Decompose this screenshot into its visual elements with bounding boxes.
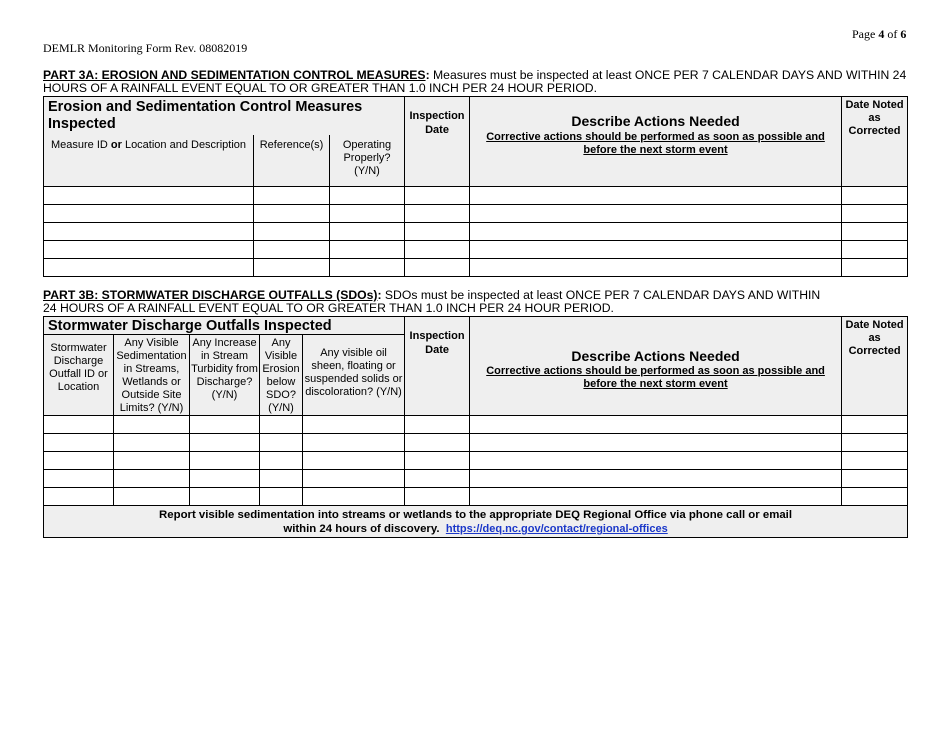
erosion-cell-operating[interactable] — [330, 205, 405, 223]
outfalls-cell-erosion[interactable] — [260, 452, 303, 470]
erosion-cell-date-corrected[interactable] — [842, 205, 908, 223]
outfalls-cell-inspection-date[interactable] — [405, 470, 470, 488]
erosion-table-row — [44, 241, 908, 259]
outfalls-table-row — [44, 470, 908, 488]
report-sedimentation-notice — [44, 506, 908, 538]
outfalls-cell-sedimentation[interactable] — [114, 416, 190, 434]
outfalls-col-sdo-id: Stormwater Discharge Outfall ID or Location — [44, 335, 114, 416]
erosion-cell-inspection-date[interactable] — [405, 259, 470, 277]
erosion-table-row — [44, 205, 908, 223]
outfalls-describe-subtitle: Corrective actions should be performed as soon as possible and before the next storm event — [486, 365, 825, 390]
erosion-cell-references[interactable] — [254, 223, 330, 241]
erosion-cell-describe[interactable] — [470, 241, 842, 259]
erosion-table-row — [44, 187, 908, 205]
outfalls-cell-sdo-id[interactable] — [44, 488, 114, 506]
outfalls-cell-date-corrected[interactable] — [842, 452, 908, 470]
erosion-table-row — [44, 223, 908, 241]
outfalls-cell-date-corrected[interactable] — [842, 416, 908, 434]
erosion-cell-describe[interactable] — [470, 187, 842, 205]
erosion-col-references: Reference(s) — [254, 135, 330, 187]
outfalls-table-title: Stormwater Discharge Outfalls Inspected — [44, 317, 405, 335]
outfalls-cell-turbidity[interactable] — [190, 488, 260, 506]
erosion-col-measure-id: Measure ID or Location and Description — [44, 135, 254, 187]
outfalls-cell-inspection-date[interactable] — [405, 488, 470, 506]
outfalls-cell-date-corrected[interactable] — [842, 470, 908, 488]
outfalls-cell-date-corrected[interactable] — [842, 488, 908, 506]
outfalls-cell-erosion[interactable] — [260, 470, 303, 488]
erosion-cell-measure-id[interactable] — [44, 241, 254, 259]
erosion-cell-inspection-date[interactable] — [405, 241, 470, 259]
outfalls-cell-erosion[interactable] — [260, 416, 303, 434]
erosion-cell-operating[interactable] — [330, 187, 405, 205]
outfalls-cell-erosion[interactable] — [260, 488, 303, 506]
outfalls-cell-oil-sheen[interactable] — [303, 470, 405, 488]
outfalls-cell-turbidity[interactable] — [190, 452, 260, 470]
erosion-col-date-corrected: Date Noted as Corrected — [842, 97, 908, 187]
outfalls-cell-describe[interactable] — [470, 470, 842, 488]
outfalls-cell-sdo-id[interactable] — [44, 434, 114, 452]
outfalls-cell-inspection-date[interactable] — [405, 434, 470, 452]
erosion-cell-references[interactable] — [254, 187, 330, 205]
outfalls-col-date-corrected: Date Noted as Corrected — [842, 317, 908, 416]
outfalls-table-row — [44, 434, 908, 452]
outfalls-cell-oil-sheen[interactable] — [303, 488, 405, 506]
regional-offices-link[interactable]: https://deq.nc.gov/contact/regional-offices — [445, 523, 668, 535]
outfalls-cell-sedimentation[interactable] — [114, 434, 190, 452]
outfalls-describe-title: Describe Actions Needed — [571, 348, 740, 364]
erosion-cell-measure-id[interactable] — [44, 187, 254, 205]
outfalls-col-erosion: Any Visible Erosion below SDO? (Y/N) — [260, 335, 303, 416]
erosion-cell-operating[interactable] — [330, 241, 405, 259]
outfalls-cell-oil-sheen[interactable] — [303, 434, 405, 452]
erosion-table-row — [44, 259, 908, 277]
outfalls-col-sedimentation: Any Visible Sedimentation in Streams, Wetlands or Outside Site Limits? (Y/N) — [114, 335, 190, 416]
erosion-cell-date-corrected[interactable] — [842, 223, 908, 241]
erosion-cell-date-corrected[interactable] — [842, 259, 908, 277]
erosion-measures-table — [43, 96, 908, 277]
outfalls-cell-erosion[interactable] — [260, 434, 303, 452]
erosion-cell-references[interactable] — [254, 205, 330, 223]
erosion-cell-date-corrected[interactable] — [842, 241, 908, 259]
outfalls-cell-turbidity[interactable] — [190, 434, 260, 452]
outfalls-cell-describe[interactable] — [470, 488, 842, 506]
erosion-cell-describe[interactable] — [470, 205, 842, 223]
page-number: Page 4 of 6 — [852, 27, 907, 41]
erosion-cell-measure-id[interactable] — [44, 259, 254, 277]
erosion-col-describe — [470, 97, 842, 187]
outfalls-cell-sedimentation[interactable] — [114, 488, 190, 506]
erosion-cell-describe[interactable] — [470, 223, 842, 241]
erosion-cell-date-corrected[interactable] — [842, 187, 908, 205]
outfalls-table-row — [44, 488, 908, 506]
report-notice-line2: within 24 hours of discovery. https://deq.nc.gov/contact/regional-offices — [283, 523, 668, 535]
erosion-cell-operating[interactable] — [330, 223, 405, 241]
outfalls-cell-describe[interactable] — [470, 434, 842, 452]
outfalls-cell-describe[interactable] — [470, 452, 842, 470]
erosion-cell-inspection-date[interactable] — [405, 187, 470, 205]
report-notice-line1: Report visible sedimentation into streams or wetlands to the appropriate DEQ Regional Office via phone call or email — [159, 509, 792, 521]
outfalls-cell-inspection-date[interactable] — [405, 452, 470, 470]
outfalls-col-oil-sheen: Any visible oil sheen, floating or suspended solids or discoloration? (Y/N) — [303, 335, 405, 416]
erosion-cell-measure-id[interactable] — [44, 205, 254, 223]
stormwater-outfalls-table — [43, 316, 908, 538]
outfalls-cell-turbidity[interactable] — [190, 416, 260, 434]
erosion-cell-inspection-date[interactable] — [405, 205, 470, 223]
outfalls-cell-oil-sheen[interactable] — [303, 452, 405, 470]
outfalls-cell-describe[interactable] — [470, 416, 842, 434]
outfalls-cell-oil-sheen[interactable] — [303, 416, 405, 434]
outfalls-cell-sedimentation[interactable] — [114, 452, 190, 470]
erosion-describe-title: Describe Actions Needed — [571, 113, 740, 129]
erosion-describe-subtitle: Corrective actions should be performed as soon as possible and before the next storm event — [486, 131, 825, 156]
erosion-cell-describe[interactable] — [470, 259, 842, 277]
outfalls-table-row — [44, 416, 908, 434]
outfalls-cell-sdo-id[interactable] — [44, 452, 114, 470]
erosion-cell-references[interactable] — [254, 241, 330, 259]
erosion-cell-measure-id[interactable] — [44, 223, 254, 241]
outfalls-cell-inspection-date[interactable] — [405, 416, 470, 434]
outfalls-cell-sdo-id[interactable] — [44, 416, 114, 434]
erosion-cell-references[interactable] — [254, 259, 330, 277]
outfalls-cell-sdo-id[interactable] — [44, 470, 114, 488]
erosion-table-title: Erosion and Sedimentation Control Measures Inspected — [44, 97, 405, 136]
outfalls-cell-turbidity[interactable] — [190, 470, 260, 488]
outfalls-table-row — [44, 452, 908, 470]
erosion-cell-inspection-date[interactable] — [405, 223, 470, 241]
part3b-heading: PART 3B: STORMWATER DISCHARGE OUTFALLS (SDOs): SDOs must be inspected at least ONCE PER 7 CALENDAR DAYS AND WITHIN 24 HOURS OF A RAINFALL EVENT EQUAL TO OR GREATER THAN 1.0 INCH PER 24 HOUR PERIOD. — [43, 288, 821, 315]
erosion-col-inspection-date: Inspection Date — [405, 97, 470, 187]
outfalls-col-describe — [470, 317, 842, 416]
outfalls-col-turbidity: Any Increase in Stream Turbidity from Discharge? (Y/N) — [190, 335, 260, 416]
outfalls-col-inspection-date: Inspection Date — [405, 317, 470, 416]
outfalls-cell-sedimentation[interactable] — [114, 470, 190, 488]
part3a-heading: PART 3A: EROSION AND SEDIMENTATION CONTROL MEASURES: Measures must be inspected at least ONCE PER 7 CALENDAR DAYS AND WITHIN 24 HOURS OF A RAINFALL EVENT EQUAL TO OR GREATER THAN 1.0 INCH PER 24 HOUR PERIOD. — [43, 68, 907, 95]
outfalls-cell-date-corrected[interactable] — [842, 434, 908, 452]
erosion-col-operating: Operating Properly? (Y/N) — [330, 135, 405, 187]
form-revision-id: DEMLR Monitoring Form Rev. 08082019 — [43, 41, 248, 55]
erosion-cell-operating[interactable] — [330, 259, 405, 277]
